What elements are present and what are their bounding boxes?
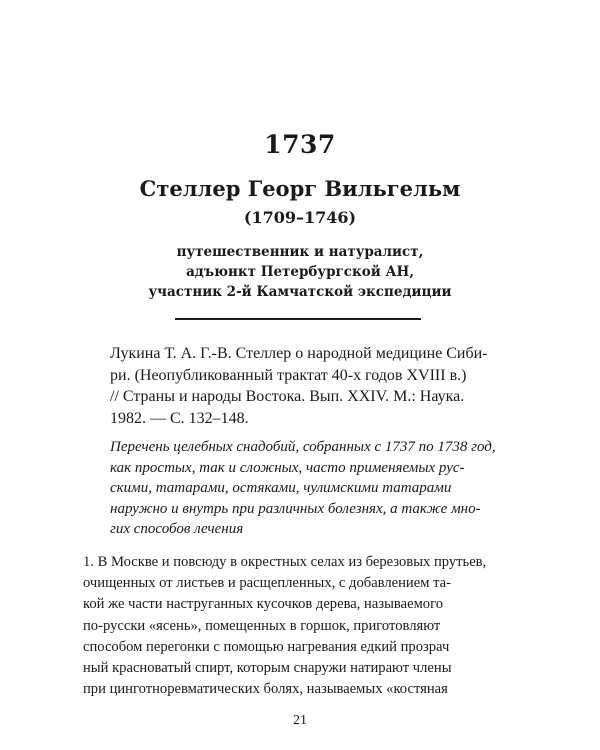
role-line: адъюнкт Петербургской АН, — [186, 264, 414, 280]
entry-year: 1737 — [264, 130, 336, 159]
italic-title — [110, 437, 520, 540]
intro-line: как простых, так и сложных, часто применяемых рус- — [110, 459, 465, 476]
intro-line: скими, татарами, остяками, чулимскими татарами — [110, 480, 452, 496]
divider-rule — [175, 318, 421, 320]
reference-line: // Страны и народы Востока. Вып. XXIV. М.: Наука. — [110, 388, 465, 405]
body-line: по-русски «ясень», помещенных в горшок, приготовляют — [83, 617, 441, 634]
body-line: 1. В Москве и повсюду в окрестных селах из березовых прутьев, — [83, 554, 487, 570]
role-line: участник 2-й Камчатской экспедиции — [148, 284, 452, 300]
reference-line: ри. (Неопубликованный трактат 40-х годов XVIII в.) — [110, 366, 467, 384]
life-dates: (1709–1746) — [243, 208, 357, 227]
intro-line: Перечень целебных снадобий, собранных с 1737 по 1738 год, — [110, 439, 496, 455]
bibliographic-reference — [110, 343, 520, 429]
page-number: 21 — [293, 713, 307, 728]
role-line: путешественник и натуралист, — [176, 244, 424, 260]
person-name: Стеллер Георг Вильгельм — [139, 176, 461, 201]
body-line: способом перегонки с помощью нагревания едкий прозрач — [83, 638, 450, 655]
reference-line: Лукина Т. А. Г.-В. Стеллер о народной медицине Сиби- — [110, 345, 488, 362]
body-line: очищенных от листьев и расщепленных, с добавлением та- — [83, 575, 452, 592]
intro-line: гих способов лечения — [110, 521, 244, 537]
reference-line: 1982. — С. 132–148. — [110, 409, 249, 427]
body-paragraph — [83, 552, 523, 700]
person-roles — [0, 242, 600, 302]
body-line: при цинготноревматических болях, называемых «костяная — [83, 681, 448, 698]
body-line: ный красноватый спирт, которым снаружи натирают члены — [83, 660, 452, 677]
intro-line: наружно и внутрь при различных болезнях, а также мно- — [110, 500, 481, 517]
body-line: кой же части наструганных кусочков дерева, называемого — [83, 596, 444, 613]
